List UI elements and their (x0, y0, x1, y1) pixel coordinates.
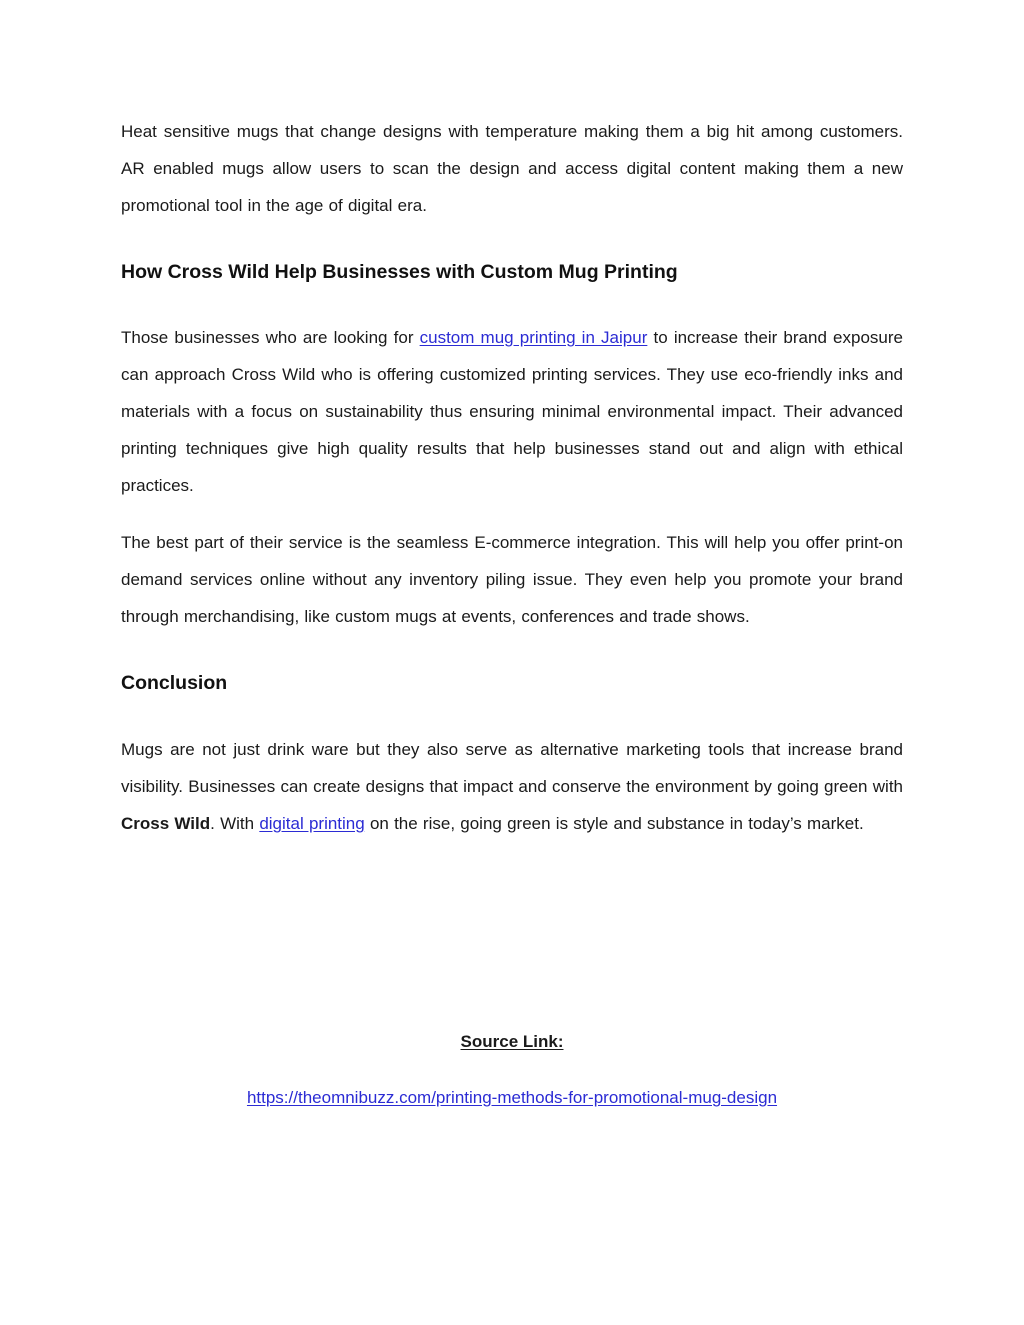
paragraph-text: on the rise, going green is style and substance in today’s market. (364, 814, 864, 833)
paragraph-text: The best part of their service is the seamless E-commerce integration. This will help you offer print-on demand services online without any inventory piling issue. They even help you promote your brand through merchandising, like custom mugs at events, conferences and trade shows. (121, 533, 903, 626)
cross-wild-paragraph-1 (121, 319, 903, 504)
brand-name-bold: Cross Wild (121, 814, 211, 833)
paragraph-text: to increase their brand exposure can approach Cross Wild who is offering customized printing services. They use eco-friendly inks and materials with a focus on sustainability thus ensuring minimal environmental impact. Their advanced printing techniques give high quality results that help businesses stand out and align with ethical practices. (121, 328, 903, 495)
paragraph-text: . With (210, 814, 260, 833)
custom-mug-printing-link[interactable]: custom mug printing in Jaipur (419, 328, 648, 347)
source-url-link[interactable]: https://theomnibuzz.com/printing-methods-for-promotional-mug-design (246, 1088, 778, 1107)
cross-wild-paragraph-2 (121, 524, 903, 635)
conclusion-paragraph (121, 731, 903, 842)
source-link-label: Source Link: (460, 1032, 564, 1051)
paragraph-text: Mugs are not just drink ware but they also serve as alternative marketing tools that increase brand visibility. Businesses can create designs that impact and conserve the environment by going green with (121, 740, 903, 796)
paragraph-text: Those businesses who are looking for (121, 328, 420, 347)
section-heading-cross-wild: How Cross Wild Help Businesses with Custom Mug Printing (121, 261, 678, 283)
digital-printing-link[interactable]: digital printing (259, 814, 365, 833)
intro-paragraph (121, 113, 903, 224)
intro-text: Heat sensitive mugs that change designs with temperature making them a big hit among customers. AR enabled mugs allow users to scan the design and access digital content making them a new promotional tool in the age of digital era. (121, 122, 903, 215)
source-url-line (0, 1086, 1024, 1110)
document-page (121, 113, 903, 842)
source-block (0, 1030, 1024, 1110)
section-heading-conclusion: Conclusion (121, 672, 228, 694)
